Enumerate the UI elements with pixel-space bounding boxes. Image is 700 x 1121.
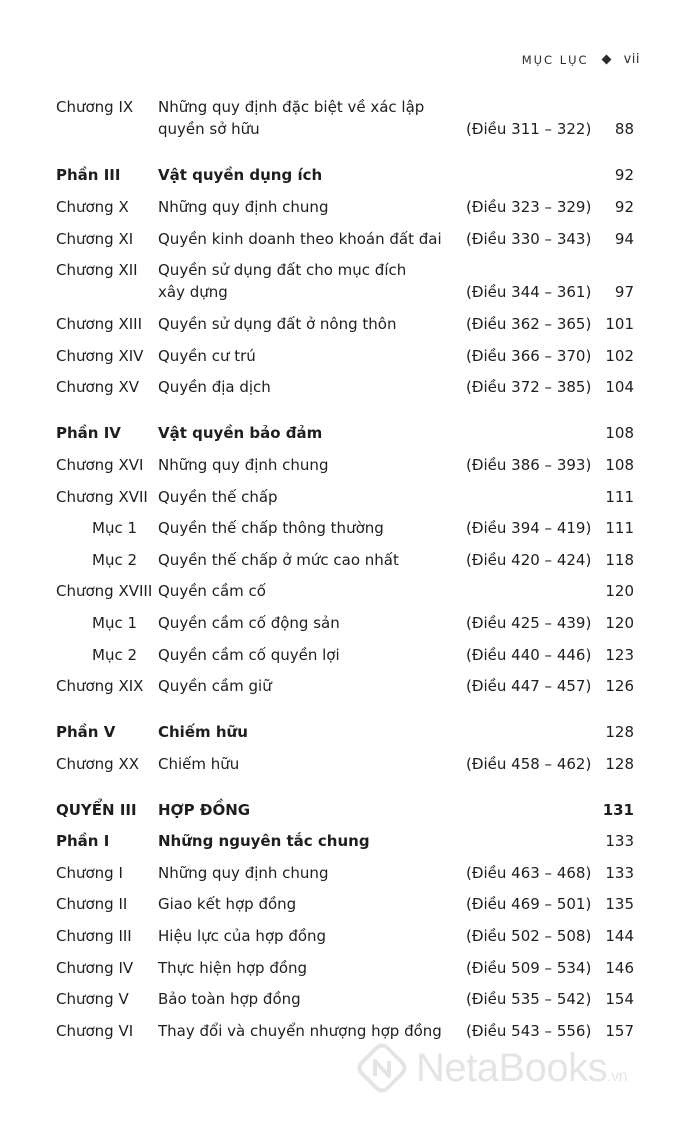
- toc-entry-title: Vật quyền dụng ích: [158, 166, 323, 185]
- toc-section-entry: [0, 640, 700, 672]
- toc-entry: [0, 889, 700, 921]
- toc-entry: [0, 482, 700, 514]
- toc-entry-page: 101: [605, 315, 634, 334]
- toc-entry-article-range: (Điều 440 – 446): [466, 645, 592, 664]
- toc-entry-title: Những nguyên tắc chung: [158, 832, 370, 851]
- toc-entry-page: 128: [605, 723, 634, 742]
- toc-entry-title: Những quy định đặc biệt về xác lập quyền sở hữu: [158, 98, 425, 138]
- diamond-ornament-icon: [601, 55, 611, 65]
- toc-entry-label: Chương II: [56, 895, 128, 914]
- toc-part-entry: [0, 160, 700, 192]
- toc-section-entry: [0, 608, 700, 640]
- toc-entry-article-range: (Điều 394 – 419): [466, 519, 592, 538]
- toc-entry-article-range: (Điều 502 – 508): [466, 927, 592, 946]
- netabooks-watermark: [356, 1042, 627, 1094]
- toc-entry-title: Những quy định chung: [158, 863, 329, 882]
- toc-entry-article-range: (Điều 447 – 457): [466, 677, 592, 696]
- toc-entry-label: Chương VI: [56, 1021, 134, 1040]
- toc-entry-title: Quyền cư trú: [158, 346, 256, 365]
- toc-entry-title: Bảo toàn hợp đồng: [158, 990, 301, 1009]
- toc-entry-label: Chương XV: [56, 378, 139, 397]
- toc-entry-title: Chiếm hữu: [158, 723, 248, 742]
- toc-entry-label: Phần III: [56, 166, 121, 185]
- toc-entry-page: 111: [605, 487, 634, 506]
- toc-entry-page: 111: [605, 519, 634, 538]
- toc-entry: [0, 576, 700, 608]
- toc-entry-page: 157: [605, 1021, 634, 1040]
- toc-entry-page: 120: [605, 613, 634, 632]
- toc-entry-label: Phần V: [56, 723, 116, 742]
- toc-entry-label: Phần IV: [56, 424, 121, 443]
- toc-entry-label: QUYỂN III: [56, 800, 137, 819]
- header-page-number: vii: [623, 52, 640, 67]
- toc-entry-title: Thay đổi và chuyển nhượng hợp đồng: [158, 1021, 442, 1040]
- toc-entry: [0, 92, 700, 146]
- toc-entry-page: 108: [605, 455, 634, 474]
- toc-entry-title: Thực hiện hợp đồng: [158, 958, 308, 977]
- toc-entry-article-range: (Điều 330 – 343): [466, 229, 592, 248]
- toc-entry-article-range: (Điều 458 – 462): [466, 754, 592, 773]
- toc-entry-label: Chương IV: [56, 958, 134, 977]
- toc-entry-title: Quyền thế chấp: [158, 487, 278, 506]
- toc-part-entry: [0, 717, 700, 749]
- toc-entry-article-range: (Điều 323 – 329): [466, 197, 592, 216]
- toc-entry-label: Mục 2: [92, 550, 138, 569]
- toc-entry-title: Quyền thế chấp ở mức cao nhất: [158, 550, 399, 569]
- toc-entry: [0, 224, 700, 256]
- toc-entry-title: Quyền cầm cố: [158, 582, 266, 601]
- toc-entry-title: Quyền sử dụng đất ở nông thôn: [158, 315, 397, 334]
- toc-entry-article-range: (Điều 463 – 468): [466, 863, 592, 882]
- toc-entry-label: Chương XIX: [56, 677, 144, 696]
- toc-entry: [0, 858, 700, 890]
- toc-entry-label: Mục 1: [92, 613, 138, 632]
- toc-entry-title: HỢP ĐỒNG: [158, 800, 251, 819]
- toc-entry-label: Chương X: [56, 197, 129, 216]
- toc-entry: [0, 309, 700, 341]
- toc-entry-label: Phần I: [56, 832, 110, 851]
- toc-entry-page: 133: [605, 832, 634, 851]
- toc-part-entry: [0, 418, 700, 450]
- toc-entry-page: 102: [605, 346, 634, 365]
- toc-entry-page: 88: [614, 120, 634, 138]
- toc-entry-label: Chương XX: [56, 754, 140, 773]
- toc-entry-label: Chương IX: [56, 98, 134, 116]
- toc-entry-page: 108: [605, 424, 634, 443]
- toc-entry: [0, 671, 700, 703]
- toc-entry-label: Chương XI: [56, 229, 134, 248]
- toc-entry-page: 92: [614, 197, 634, 216]
- toc-entry-page: 123: [605, 645, 634, 664]
- table-of-contents: [0, 92, 700, 1047]
- toc-entry-label: Chương XII: [56, 261, 138, 280]
- toc-entry-article-range: (Điều 386 – 393): [466, 455, 592, 474]
- toc-entry-title: Những quy định chung: [158, 197, 329, 216]
- toc-entry: [0, 984, 700, 1016]
- toc-entry: [0, 341, 700, 373]
- toc-entry-article-range: (Điều 509 – 534): [466, 958, 592, 977]
- toc-entry-label: Chương XVIII: [56, 582, 153, 601]
- toc-section-entry: [0, 513, 700, 545]
- toc-part-entry: [0, 826, 700, 858]
- toc-entry-page: 144: [605, 927, 634, 946]
- toc-entry-article-range: (Điều 420 – 424): [466, 550, 592, 569]
- toc-entry-article-range: (Điều 372 – 385): [466, 378, 592, 397]
- toc-entry-label: Chương I: [56, 863, 123, 882]
- toc-entry-article-range: (Điều 469 – 501): [466, 895, 592, 914]
- toc-book-entry: [0, 795, 700, 827]
- toc-entry-page: 131: [602, 800, 634, 819]
- toc-entry-label: Mục 1: [92, 519, 138, 538]
- toc-section-entry: [0, 545, 700, 577]
- toc-entry-title: Quyền địa dịch: [158, 378, 271, 397]
- header-section-title: MỤC LỤC: [521, 52, 589, 67]
- toc-entry-article-range: (Điều 362 – 365): [466, 315, 592, 334]
- toc-entry: [0, 255, 700, 309]
- toc-entry-label: Chương XIII: [56, 315, 143, 334]
- toc-entry: [0, 372, 700, 404]
- toc-entry-article-range: (Điều 366 – 370): [466, 346, 592, 365]
- toc-entry-page: 146: [605, 958, 634, 977]
- toc-entry-page: 133: [605, 863, 634, 882]
- toc-entry-title: Quyền kinh doanh theo khoán đất đai: [158, 229, 442, 248]
- toc-entry-page: 104: [605, 378, 634, 397]
- toc-entry-article-range: (Điều 425 – 439): [466, 613, 592, 632]
- watermark-text: NetaBooks.vn: [416, 1045, 628, 1090]
- toc-entry-article-range: (Điều 543 – 556): [466, 1021, 592, 1040]
- toc-entry-label: Chương XVI: [56, 455, 144, 474]
- toc-entry-title: Quyền sử dụng đất cho mục đích xây dựng: [158, 261, 407, 302]
- toc-entry-page: 97: [614, 283, 634, 302]
- toc-entry: [0, 921, 700, 953]
- running-header: [522, 52, 640, 67]
- toc-entry-label: Chương III: [56, 927, 132, 946]
- netabooks-logo-icon: [356, 1042, 408, 1094]
- toc-entry: [0, 749, 700, 781]
- toc-entry-label: Chương V: [56, 990, 129, 1009]
- toc-entry-page: 154: [605, 990, 634, 1009]
- toc-entry-page: 135: [605, 895, 634, 914]
- toc-entry-page: 118: [605, 550, 634, 569]
- toc-entry-title: Hiệu lực của hợp đồng: [158, 927, 327, 946]
- toc-entry: [0, 450, 700, 482]
- toc-entry-title: Quyền cầm cố quyền lợi: [158, 645, 340, 664]
- toc-entry-page: 128: [605, 754, 634, 773]
- toc-entry: [0, 192, 700, 224]
- toc-entry-title: Quyền cầm cố động sản: [158, 613, 340, 632]
- toc-entry-title: Giao kết hợp đồng: [158, 895, 297, 914]
- toc-entry-page: 120: [605, 582, 634, 601]
- toc-entry-article-range: (Điều 311 – 322): [466, 120, 592, 138]
- toc-entry-label: Mục 2: [92, 645, 138, 664]
- toc-entry: [0, 953, 700, 985]
- toc-entry-title: Vật quyền bảo đảm: [158, 424, 323, 443]
- toc-entry-label: Chương XVII: [56, 487, 148, 506]
- toc-entry-label: Chương XIV: [56, 346, 144, 365]
- toc-entry-title: Chiếm hữu: [158, 754, 240, 773]
- toc-entry-article-range: (Điều 535 – 542): [466, 990, 592, 1009]
- toc-entry-title: Quyền cầm giữ: [158, 677, 272, 696]
- toc-entry-title: Những quy định chung: [158, 455, 329, 474]
- toc-entry-page: 92: [614, 166, 634, 185]
- toc-entry-page: 126: [605, 677, 634, 696]
- toc-entry-page: 94: [614, 229, 634, 248]
- toc-entry-article-range: (Điều 344 – 361): [466, 283, 592, 302]
- toc-entry-title: Quyền thế chấp thông thường: [158, 519, 384, 538]
